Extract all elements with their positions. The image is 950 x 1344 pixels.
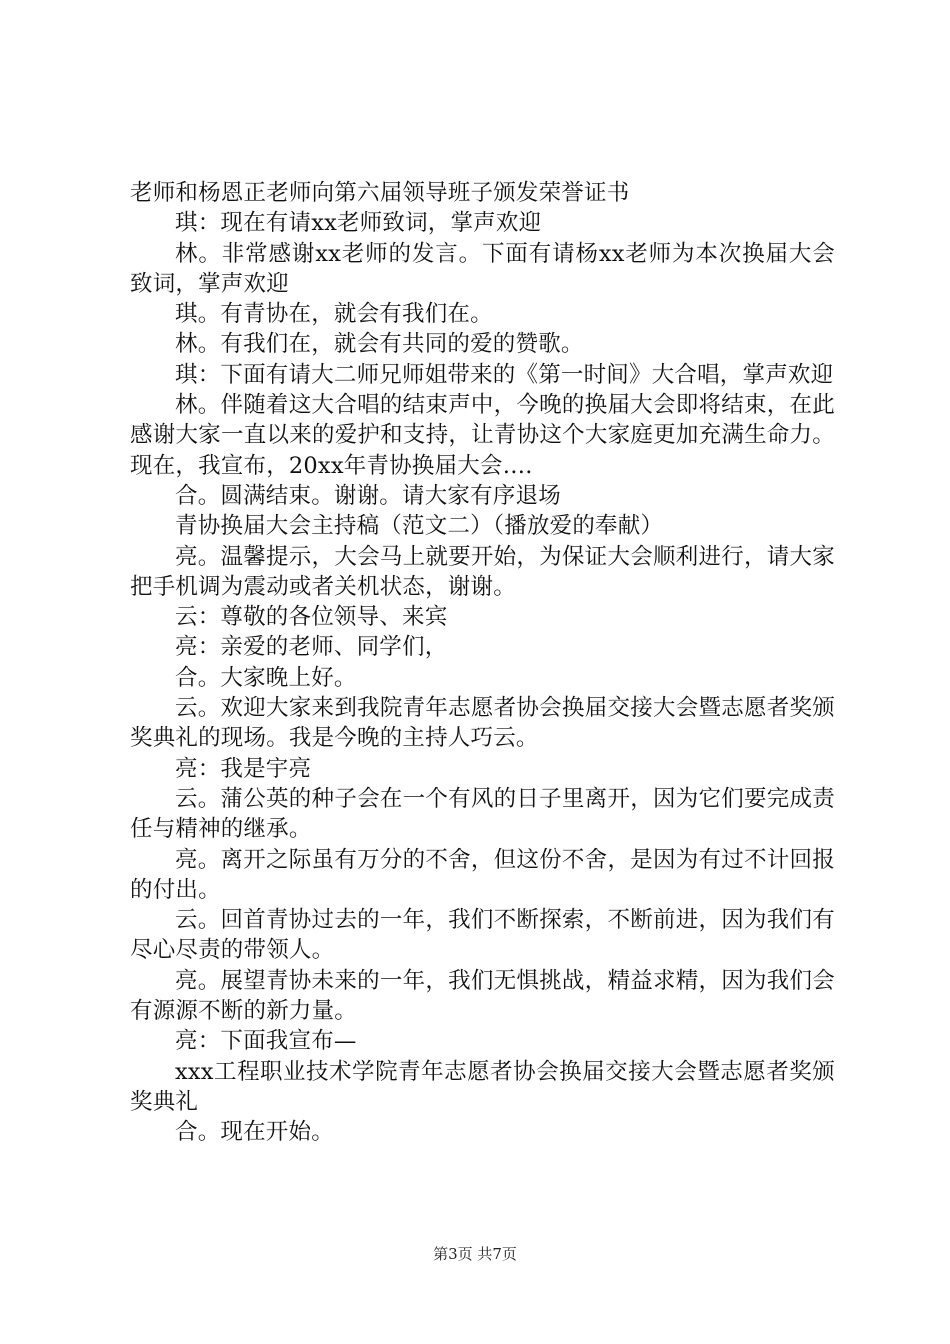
paragraph: 云。欢迎大家来到我院青年志愿者协会换届交接大会暨志愿者奖颁奖典礼的现场。我是今晚的主持人巧云。: [130, 695, 835, 752]
paragraph: 亮：亲爱的老师、同学们，: [175, 634, 448, 661]
paragraph: 亮。温馨提示，大会马上就要开始，为保证大会顺利进行，请大家把手机调为震动或者关机状态，谢谢。: [130, 543, 835, 600]
paragraph: 林。有我们在，就会有共同的爱的赞歌。: [175, 331, 584, 358]
paragraph: 云。回首青协过去的一年，我们不断探索，不断前进，因为我们有尽心尽责的带领人。: [130, 907, 835, 964]
paragraph: 合。圆满结束。谢谢。请大家有序退场: [175, 482, 561, 509]
paragraph: 老师和杨恩正老师向第六届领导班子颁发荣誉证书: [130, 180, 630, 206]
paragraph: 亮：下面我宣布—: [175, 1028, 357, 1055]
paragraph: 合。大家晚上好。: [175, 664, 357, 691]
paragraph: 琪：现在有请xx老师致词，掌声欢迎: [175, 210, 542, 237]
paragraph: 亮：我是宇亮: [175, 755, 312, 782]
paragraph: 琪。有青协在，就会有我们在。: [175, 301, 493, 328]
paragraph: 云：尊敬的各位领导、来宾: [175, 604, 448, 631]
paragraph: 林。伴随着这大合唱的结束声中，今晚的换届大会即将结束，在此感谢大家一直以来的爱护和支持，让青协这个大家庭更加充满生命力。现在，我宣布，20xx年青协换届大会….: [130, 392, 835, 479]
document-body: [130, 178, 835, 1148]
paragraph: 亮。展望青协未来的一年，我们无惧挑战，精益求精，因为我们会有源源不断的新力量。: [130, 967, 835, 1025]
paragraph: 林。非常感谢xx老师的发言。下面有请杨xx老师为本次换届大会致词，掌声欢迎: [130, 240, 835, 297]
paragraph: 青协换届大会主持稿（范文二）（播放爱的奉献）: [175, 513, 664, 540]
paragraph: 合。现在开始。: [175, 1119, 334, 1146]
paragraph: 琪：下面有请大二师兄师姐带来的《第一时间》大合唱，掌声欢迎: [175, 361, 834, 388]
paragraph: xxx工程职业技术学院青年志愿者协会换届交接大会暨志愿者奖颁奖典礼: [130, 1058, 835, 1115]
page-number-footer: 第3页 共7页: [433, 1245, 517, 1263]
paragraph: 亮。离开之际虽有万分的不舍，但这份不舍，是因为有过不计回报的付出。: [130, 846, 835, 903]
paragraph: 云。蒲公英的种子会在一个有风的日子里离开，因为它们要完成责任与精神的继承。: [130, 785, 835, 843]
